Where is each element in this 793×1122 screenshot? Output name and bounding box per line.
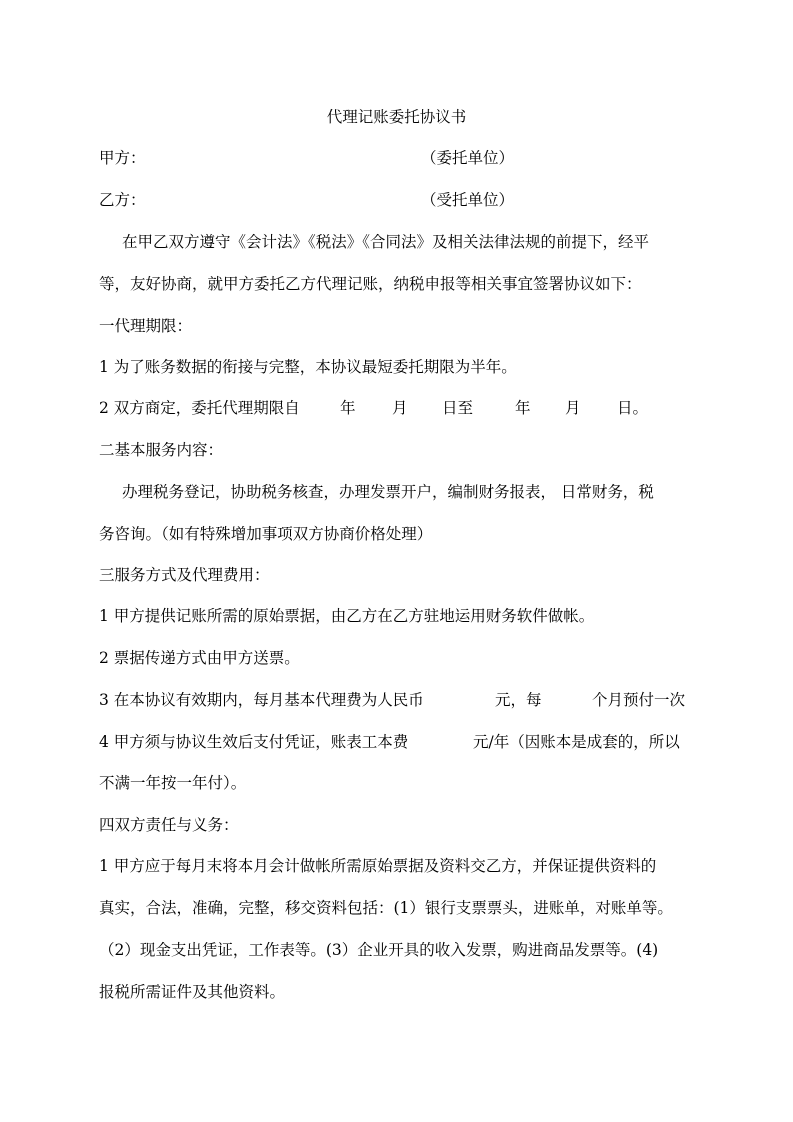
- section-3-item-1: 1 甲方提供记账所需的原始票据，由乙方在乙方驻地运用财务软件做帐。: [99, 607, 595, 625]
- section-4-item-1-line-4: 报税所需证件及其他资料。: [99, 983, 286, 1001]
- section-3-item-3: [99, 690, 699, 710]
- section-3-item-4: [99, 732, 699, 752]
- party-b-role: （受托单位）: [421, 191, 515, 209]
- section-3-heading: 三服务方式及代理费用：: [99, 566, 270, 584]
- party-b-label: 乙方：: [99, 191, 146, 209]
- cost-suffix: 元/年（因账本是成套的，所以: [473, 733, 680, 751]
- term-end-day: 日。: [617, 399, 649, 417]
- intro-line-1: 在甲乙双方遵守《会计法》《税法》《合同法》及相关法律法规的前提下，经平: [122, 233, 650, 251]
- section-2-line-1: 办理税务登记，协助税务核查，办理发票开户，编制财务报表， 日常财务，税: [122, 483, 654, 501]
- term-start-day: 日至: [442, 399, 474, 417]
- term-start-month: 月: [392, 399, 408, 417]
- document-title: 代理记账委托协议书: [326, 108, 467, 126]
- party-a-role: （委托单位）: [421, 149, 515, 167]
- section-2-heading: 二基本服务内容：: [99, 441, 224, 459]
- cost-prefix: 4 甲方须与协议生效后支付凭证，账表工本费: [99, 733, 409, 751]
- section-4-heading: 四双方责任与义务：: [99, 816, 239, 834]
- section-3-item-2: 2 票据传递方式由甲方送票。: [99, 649, 300, 667]
- term-end-year: 年: [515, 399, 531, 417]
- party-a-label: 甲方：: [99, 149, 146, 167]
- fee-middle: 元，每: [495, 691, 542, 709]
- section-2-line-2: 务咨询。（如有特殊增加事项双方协商价格处理）: [99, 525, 433, 543]
- term-start-year: 年: [340, 399, 356, 417]
- fee-prefix: 3 在本协议有效期内，每月基本代理费为人民币: [99, 691, 424, 709]
- intro-line-2: 等，友好协商，就甲方委托乙方代理记账，纳税申报等相关事宜签署协议如下：: [99, 275, 642, 293]
- section-4-item-1-line-2: 真实，合法，准确，完整，移交资料包括：(1）银行支票票头，进账单，对账单等。: [99, 899, 673, 917]
- term-end-month: 月: [565, 399, 581, 417]
- party-a-line: [99, 148, 699, 168]
- section-1-item-1: 1 为了账务数据的衔接与完整，本协议最短委托期限为半年。: [99, 358, 517, 376]
- section-1-item-2: [99, 398, 699, 418]
- section-1-heading: 一代理期限：: [99, 317, 193, 335]
- party-b-line: [99, 190, 699, 210]
- section-3-item-4-line-2: 不满一年按一年付）。: [99, 774, 247, 792]
- section-4-item-1-line-3: （2）现金支出凭证，工作表等。(3）企业开具的收入发票，购进商品发票等。(4): [99, 941, 659, 959]
- term-prefix: 2 双方商定，委托代理期限自: [99, 399, 300, 417]
- section-4-item-1-line-1: 1 甲方应于每月末将本月会计做帐所需原始票据及资料交乙方，并保证提供资料的: [99, 857, 657, 875]
- fee-suffix: 个月预付一次: [592, 691, 686, 709]
